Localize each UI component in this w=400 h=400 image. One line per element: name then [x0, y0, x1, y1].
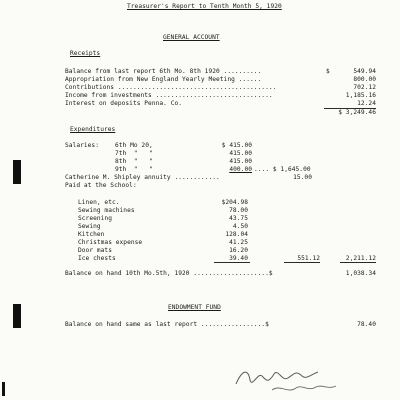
- receipt-amount: 549.94: [353, 68, 376, 75]
- salary-amount: 415.00: [229, 150, 252, 157]
- receipt-amount: 800.00: [353, 76, 376, 83]
- school-item-label: Sewing: [78, 223, 101, 230]
- salary-month: 6th Mo 20,: [115, 142, 153, 149]
- scan-mark: [13, 304, 21, 328]
- balance-amount: 1,038.34: [345, 270, 376, 277]
- receipt-label: Income from investments ...............................: [65, 92, 273, 99]
- school-item-amount: 4.50: [232, 223, 248, 230]
- signature-scribble: [232, 360, 342, 394]
- school-subtotal-underline: [284, 262, 320, 263]
- salary-month: 8th " ": [115, 158, 153, 165]
- handwritten-signature: [232, 360, 342, 394]
- endowment-balance-amount: 78.40: [357, 321, 376, 328]
- salary-month: 7th " ": [115, 150, 153, 157]
- endowment-heading: ENDOWMENT FUND: [168, 304, 221, 311]
- receipts-heading: Receipts: [70, 50, 101, 57]
- school-item-amount: 43.75: [229, 215, 248, 222]
- balance-label: Balance on hand 10th Mo.5th, 1920 ....................$: [65, 270, 273, 277]
- school-item-amount: 39.40: [229, 255, 248, 262]
- salary-amount: $ 415.00: [221, 142, 252, 149]
- salaries-label: Salaries:: [65, 142, 99, 149]
- receipt-amount: 1,185.16: [345, 92, 376, 99]
- school-item-amount: 78.00: [229, 207, 248, 214]
- receipts-total: $ 3,249.46: [338, 109, 376, 116]
- salary-amount: 400.00: [229, 166, 252, 173]
- expenditures-total-underline: [340, 262, 376, 263]
- salary-amount: 415.00: [229, 158, 252, 165]
- school-item-amount: 16.20: [229, 247, 248, 254]
- annuity-label: Catherine M. Shipley annuity ............: [65, 174, 220, 181]
- school-item-label: Christmas expense: [78, 239, 143, 246]
- receipt-label: Balance from last report 6th Mo. 8th 1920 ..........: [65, 68, 262, 75]
- salary-month: 9th " ": [115, 166, 153, 173]
- receipt-label: Appropriation from New England Yearly Meeting ......: [65, 76, 262, 83]
- school-item-amount: 41.25: [229, 239, 248, 246]
- annuity-amount: 15.00: [293, 174, 312, 181]
- receipt-amount: 702.12: [353, 84, 376, 91]
- school-subtotal: 551.12: [297, 255, 320, 262]
- endowment-balance-label: Balance on hand same as last report .................$: [65, 321, 269, 328]
- school-item-label: Screening: [78, 215, 112, 222]
- scan-mark: [2, 382, 5, 396]
- receipt-label: Contributions ..........................................: [65, 84, 277, 91]
- scan-mark: [13, 160, 21, 184]
- general-account-heading: GENERAL ACCOUNT: [163, 34, 220, 41]
- school-item-label: Door mats: [78, 247, 112, 254]
- receipt-label: Interest on deposits Penna. Co.: [65, 100, 183, 107]
- receipt-amount: 12.24: [357, 100, 376, 107]
- school-item-label: Ice chests: [78, 255, 116, 262]
- report-title: Treasurer's Report to Tenth Month 5, 1920: [127, 3, 282, 10]
- school-item-label: Sewing machines: [78, 207, 135, 214]
- receipt-currency: $: [326, 68, 330, 75]
- expenditures-total: 2,211.12: [345, 255, 376, 262]
- expenditures-heading: Expenditures: [70, 126, 116, 133]
- school-item-amount: 128.04: [225, 231, 248, 238]
- salaries-subtotal: .... $ 1,645.00: [254, 166, 311, 173]
- ice-chests-underline: [214, 262, 250, 263]
- school-item-amount: $204.98: [221, 199, 248, 206]
- school-item-label: Linen, etc.: [78, 199, 120, 206]
- school-heading: Paid at the School:: [65, 182, 137, 189]
- school-item-label: Kitchen: [78, 231, 105, 238]
